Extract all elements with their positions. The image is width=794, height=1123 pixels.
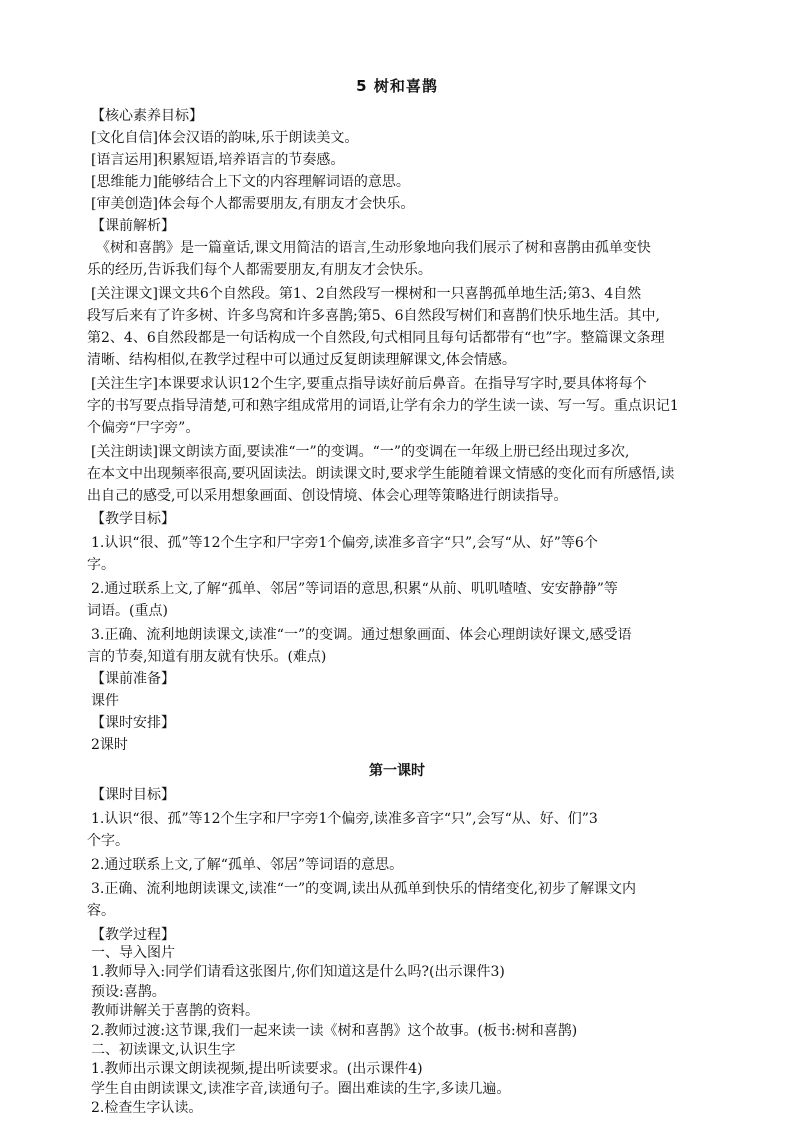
page-title: 5 树和喜鹊 [356, 77, 438, 95]
analysis-line: 第2、4、6自然段都是一句话构成一个自然段,句式相同且每句话都带有“也”字。整篇课文条理 [87, 330, 665, 346]
process-line: 教师讲解关于喜鹊的资料。 [91, 1003, 259, 1020]
core-line: [审美创造]体会每个人都需要朋友,有朋友才会快乐。 [91, 196, 415, 212]
goals-line: 字。 [87, 557, 115, 573]
section-heading-schedule: 【课时安排】 [91, 715, 175, 731]
lesson-goals-line: 2.通过联系上文,了解“孤单、邻居”等词语的意思。 [91, 857, 404, 873]
section-heading-process: 【教学过程】 [91, 927, 175, 943]
section-heading-goals: 【教学目标】 [91, 511, 175, 527]
core-line: [思维能力]能够结合上下文的内容理解词语的意思。 [91, 174, 410, 190]
analysis-line: 个偏旁“尸字旁”。 [87, 420, 200, 436]
process-line: 一、导入图片 [91, 945, 175, 961]
analysis-line: [关注课文]课文共6个自然段。第1、2自然段写一棵树和一只喜鹊孤单地生活;第3、4自然 [91, 286, 642, 302]
section-heading-analysis: 【课前解析】 [91, 218, 175, 234]
process-line: 2.检查生字认读。 [91, 1100, 203, 1117]
schedule-text: 2课时 [91, 737, 128, 753]
analysis-line: 出自己的感受,可以采用想象画面、创设情境、体会心理等策略进行朗读指导。 [87, 488, 568, 504]
section-heading-core: 【核心素养目标】 [91, 108, 203, 124]
analysis-line: [关注生字]本课要求认识12个生字,要重点指导读好前后鼻音。在指导写字时,要具体将每个 [91, 376, 647, 392]
goals-line: 词语。(重点) [87, 603, 168, 619]
analysis-line: 在本文中出现频率很高,要巩固读法。朗读课文时,要求学生能随着课文情感的变化而有所感悟,读 [87, 466, 675, 482]
prep-text: 课件 [91, 693, 119, 709]
section-heading-prep: 【课前准备】 [91, 671, 175, 687]
analysis-line: 清晰、结构相似,在教学过程中可以通过反复朗读理解课文,体会情感。 [87, 352, 516, 368]
analysis-line: 乐的经历,告诉我们每个人都需要朋友,有朋友才会快乐。 [87, 262, 432, 278]
process-line: 2.教师过渡:这节课,我们一起来读一读《树和喜鹊》这个故事。(板书:树和喜鹊) [91, 1022, 578, 1039]
process-line: 学生自由朗读课文,读准字音,读通句子。圈出难读的生字,多读几遍。 [91, 1080, 511, 1097]
core-line: [文化自信]体会汉语的韵味,乐于朗读美文。 [91, 130, 359, 146]
lesson-title: 第一课时 [369, 763, 425, 779]
lesson-goals-line: 1.认识“很、孤”等12个生字和尸字旁1个偏旁,读准多音字“只”,会写“从、好、们”3 [91, 811, 598, 827]
process-line: 二、初读课文,认识生字 [91, 1042, 236, 1058]
analysis-line: 段写后来有了许多树、许多鸟窝和许多喜鹊;第5、6自然段写树们和喜鹊们快乐地生活。其中, [87, 308, 660, 324]
analysis-line: 《树和喜鹊》是一篇童话,课文用简洁的语言,生动形象地向我们展示了树和喜鹊由孤单变快 [96, 240, 651, 256]
process-line: 1.教师出示课文朗读视频,提出听读要求。(出示课件4) [91, 1061, 423, 1078]
section-heading-lesson-goals: 【课时目标】 [91, 787, 175, 803]
process-line: 预设:喜鹊。 [91, 983, 166, 1000]
process-line: 1.教师导入:同学们请看这张图片,你们知道这是什么吗?(出示课件3) [91, 964, 505, 981]
goals-line: 2.通过联系上文,了解“孤单、邻居”等词语的意思,积累“从前、叽叽喳喳、安安静静”等 [91, 581, 618, 597]
goals-line: 1.认识“很、孤”等12个生字和尸字旁1个偏旁,读准多音字“只”,会写“从、好”等6个 [91, 535, 598, 551]
analysis-line: [关注朗读]课文朗读方面,要读准“一”的变调。“一”的变调在一年级上册已经出现过多次, [91, 444, 630, 460]
core-line: [语言运用]积累短语,培养语言的节奏感。 [91, 152, 345, 168]
goals-line: 3.正确、流利地朗读课文,读准“一”的变调。通过想象画面、体会心理朗读好课文,感受语 [91, 627, 632, 643]
goals-line: 言的节奏,知道有朋友就有快乐。(难点) [87, 649, 327, 665]
analysis-line: 字的书写要点指导清楚,可和熟字组成常用的词语,让学有余力的学生读一读、写一写。重点识记1 [87, 398, 679, 414]
lesson-goals-line: 容。 [87, 903, 115, 919]
lesson-goals-line: 个字。 [87, 833, 129, 849]
lesson-goals-line: 3.正确、流利地朗读课文,读准“一”的变调,读出从孤单到快乐的情绪变化,初步了解课文内 [91, 881, 637, 897]
